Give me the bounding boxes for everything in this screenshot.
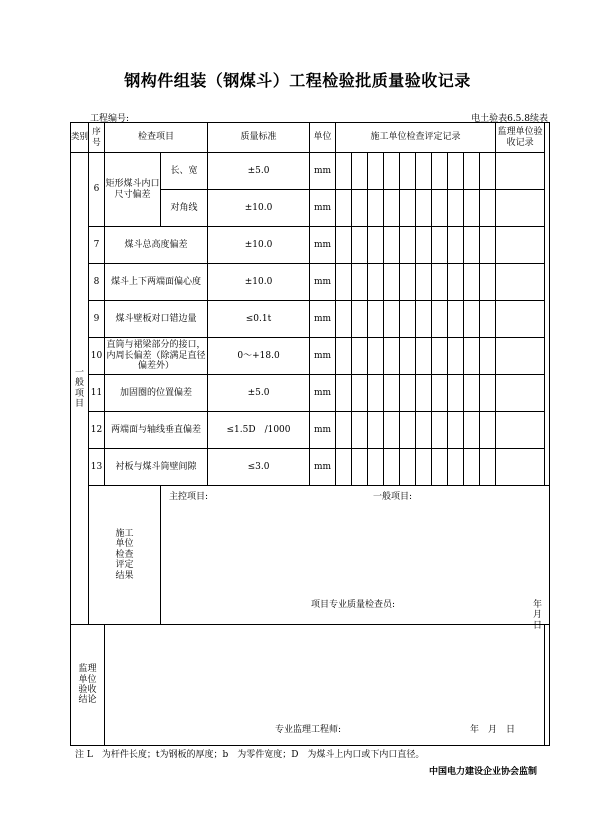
footnote: 注 L 为杆件长度；t为钢板的厚度；b 为零件宽度；D 为煤斗上内口或下内口直径。: [75, 750, 425, 760]
record-cell[interactable]: [384, 227, 400, 264]
unit-cell: mm: [310, 190, 336, 227]
unit-cell: mm: [310, 412, 336, 449]
record-cell[interactable]: [368, 375, 384, 412]
record-cell[interactable]: [432, 264, 448, 301]
record-cell[interactable]: [464, 227, 480, 264]
table-row: [71, 338, 550, 375]
record-cell[interactable]: [416, 227, 432, 264]
table-row: [71, 412, 550, 449]
standard-cell: 0～+18.0: [208, 338, 310, 375]
record-cell[interactable]: [464, 449, 480, 486]
record-cell[interactable]: [368, 190, 384, 227]
record-cell[interactable]: [400, 264, 416, 301]
record-cell[interactable]: [432, 153, 448, 190]
record-cell[interactable]: [336, 301, 352, 338]
item-cell: 直筒与裙梁部分的接口，内周长偏差（除满足直径偏差外）: [105, 338, 208, 375]
record-cell[interactable]: [464, 338, 480, 375]
table-row: [71, 264, 550, 301]
record-cell[interactable]: [352, 264, 368, 301]
record-cell[interactable]: [464, 264, 480, 301]
seq-cell: 10: [89, 338, 105, 375]
sub-item-cell: 长、宽: [161, 153, 208, 190]
supervision-cell[interactable]: [496, 190, 545, 227]
item-cell: 煤斗总高度偏差: [105, 227, 208, 264]
record-cell[interactable]: [464, 412, 480, 449]
record-cell[interactable]: [448, 190, 464, 227]
header-row: [71, 123, 550, 153]
seq-cell: 9: [89, 301, 105, 338]
record-cell[interactable]: [432, 227, 448, 264]
standard-cell: ±5.0: [208, 375, 310, 412]
record-cell[interactable]: [400, 227, 416, 264]
record-cell[interactable]: [352, 227, 368, 264]
unit-cell: mm: [310, 264, 336, 301]
record-cell[interactable]: [352, 412, 368, 449]
record-cell[interactable]: [432, 338, 448, 375]
record-cell[interactable]: [448, 338, 464, 375]
record-cell[interactable]: [480, 153, 496, 190]
item-cell: 煤斗上下两端面偏心度: [105, 264, 208, 301]
record-cell[interactable]: [448, 412, 464, 449]
record-cell[interactable]: [448, 449, 464, 486]
footer-issuer: 中国电力建设企业协会监制: [428, 767, 537, 777]
record-cell[interactable]: [464, 153, 480, 190]
header-supervision-record: 监理单位验收记录: [496, 123, 545, 153]
table-row: [71, 153, 550, 190]
record-cell[interactable]: [368, 449, 384, 486]
record-cell[interactable]: [400, 153, 416, 190]
unit-cell: mm: [310, 338, 336, 375]
record-cell[interactable]: [432, 449, 448, 486]
record-cell[interactable]: [432, 375, 448, 412]
supervision-cell[interactable]: [496, 264, 545, 301]
record-cell[interactable]: [368, 264, 384, 301]
engineer-label: 专业监理工程师:: [275, 725, 342, 735]
record-cell[interactable]: [400, 412, 416, 449]
header-standard: 质量标准: [208, 123, 310, 153]
unit-cell: mm: [310, 301, 336, 338]
record-cell[interactable]: [480, 412, 496, 449]
standard-cell: ±10.0: [208, 264, 310, 301]
form-code: 电土验表6.5.8续表: [471, 114, 548, 124]
category-general: 一般项目: [71, 153, 89, 625]
inspection-table: [70, 122, 550, 746]
record-cell[interactable]: [384, 375, 400, 412]
supervision-eval-label: 监理单位验收结论: [71, 625, 105, 746]
record-cell[interactable]: [448, 375, 464, 412]
record-cell[interactable]: [352, 301, 368, 338]
record-cell[interactable]: [464, 301, 480, 338]
standard-cell: ±10.0: [208, 227, 310, 264]
unit-cell: mm: [310, 153, 336, 190]
record-cell[interactable]: [384, 412, 400, 449]
supervision-cell[interactable]: [496, 338, 545, 375]
table-row: [71, 301, 550, 338]
record-cell[interactable]: [384, 153, 400, 190]
record-cell[interactable]: [480, 338, 496, 375]
item-cell: 两端面与轴线垂直偏差: [105, 412, 208, 449]
record-cell[interactable]: [480, 227, 496, 264]
record-cell[interactable]: [368, 153, 384, 190]
inspector-date: 年 月 日: [532, 600, 552, 631]
general-items-label: 一般项目:: [373, 492, 413, 502]
supervision-eval-row: [71, 625, 550, 746]
item-cell: 煤斗壁板对口错边量: [105, 301, 208, 338]
unit-cell: mm: [310, 227, 336, 264]
record-cell[interactable]: [464, 190, 480, 227]
header-item: 检查项目: [105, 123, 208, 153]
form-title: 钢构件组装（钢煤斗）工程检验批质量验收记录: [124, 71, 471, 90]
record-cell[interactable]: [352, 338, 368, 375]
record-cell[interactable]: [384, 449, 400, 486]
unit-cell: mm: [310, 449, 336, 486]
record-cell[interactable]: [336, 190, 352, 227]
seq-cell: 7: [89, 227, 105, 264]
record-cell[interactable]: [432, 301, 448, 338]
record-cell[interactable]: [336, 264, 352, 301]
record-cell[interactable]: [352, 375, 368, 412]
supervision-cell[interactable]: [496, 412, 545, 449]
standard-cell: ±5.0: [208, 153, 310, 190]
record-cell[interactable]: [384, 301, 400, 338]
seq-cell: 11: [89, 375, 105, 412]
header-seq: 序号: [89, 123, 105, 153]
record-cell[interactable]: [480, 190, 496, 227]
record-cell[interactable]: [416, 449, 432, 486]
record-cell[interactable]: [336, 227, 352, 264]
standard-cell: ≤0.1t: [208, 301, 310, 338]
inspector-label: 项目专业质量检查员:: [311, 600, 396, 610]
record-cell[interactable]: [480, 449, 496, 486]
sub-item-cell: 对角线: [161, 190, 208, 227]
seq-cell: 12: [89, 412, 105, 449]
table-row: [71, 375, 550, 412]
table-row: [71, 449, 550, 486]
header-unit: 单位: [310, 123, 336, 153]
record-cell[interactable]: [416, 375, 432, 412]
record-cell[interactable]: [384, 190, 400, 227]
record-cell[interactable]: [448, 301, 464, 338]
record-cell[interactable]: [384, 338, 400, 375]
construction-eval-content[interactable]: [161, 486, 552, 631]
record-cell[interactable]: [400, 338, 416, 375]
record-cell[interactable]: [400, 449, 416, 486]
record-cell[interactable]: [416, 301, 432, 338]
record-cell[interactable]: [416, 153, 432, 190]
record-cell[interactable]: [384, 264, 400, 301]
record-cell[interactable]: [480, 264, 496, 301]
record-cell[interactable]: [400, 301, 416, 338]
construction-eval-label: 施工单位检查评定结果: [89, 486, 161, 625]
item-group-cell: 矩形煤斗内口尺寸偏差: [105, 153, 161, 227]
item-cell: 加固圈的位置偏差: [105, 375, 208, 412]
record-cell[interactable]: [352, 449, 368, 486]
record-cell[interactable]: [432, 412, 448, 449]
record-cell[interactable]: [352, 153, 368, 190]
record-cell[interactable]: [480, 301, 496, 338]
record-cell[interactable]: [336, 449, 352, 486]
seq-cell: 8: [89, 264, 105, 301]
supervision-cell[interactable]: [496, 153, 545, 190]
record-cell[interactable]: [448, 153, 464, 190]
record-cell[interactable]: [448, 227, 464, 264]
supervision-eval-content[interactable]: [105, 625, 545, 746]
record-cell[interactable]: [368, 412, 384, 449]
record-cell[interactable]: [480, 375, 496, 412]
unit-cell: mm: [310, 375, 336, 412]
record-cell[interactable]: [368, 301, 384, 338]
record-cell[interactable]: [416, 338, 432, 375]
supervision-cell[interactable]: [496, 449, 545, 486]
record-cell[interactable]: [352, 190, 368, 227]
record-cell[interactable]: [432, 190, 448, 227]
record-cell[interactable]: [336, 412, 352, 449]
main-items-label: 主控项目:: [169, 492, 209, 502]
standard-cell: ±10.0: [208, 190, 310, 227]
record-cell[interactable]: [448, 264, 464, 301]
table-row: [71, 227, 550, 264]
supervision-cell[interactable]: [496, 227, 545, 264]
supervision-cell[interactable]: [496, 375, 545, 412]
record-cell[interactable]: [336, 338, 352, 375]
record-cell[interactable]: [416, 190, 432, 227]
record-cell[interactable]: [416, 412, 432, 449]
record-cell[interactable]: [400, 190, 416, 227]
seq-cell: 6: [89, 153, 105, 227]
header-construction-record: 施工单位检查评定记录: [336, 123, 496, 153]
record-cell[interactable]: [416, 264, 432, 301]
record-cell[interactable]: [400, 375, 416, 412]
standard-cell: ≤3.0: [208, 449, 310, 486]
engineer-date: 年 月 日: [470, 725, 516, 735]
construction-eval-row: [71, 486, 550, 625]
record-cell[interactable]: [336, 153, 352, 190]
record-cell[interactable]: [368, 338, 384, 375]
standard-cell: ≤1.5D /1000: [208, 412, 310, 449]
item-cell: 衬板与煤斗筒壁间隙: [105, 449, 208, 486]
record-cell[interactable]: [464, 375, 480, 412]
record-cell[interactable]: [336, 375, 352, 412]
seq-cell: 13: [89, 449, 105, 486]
supervision-cell[interactable]: [496, 301, 545, 338]
project-no-label: 工程编号:: [90, 114, 130, 124]
record-cell[interactable]: [368, 227, 384, 264]
header-category: 类别: [71, 123, 89, 153]
